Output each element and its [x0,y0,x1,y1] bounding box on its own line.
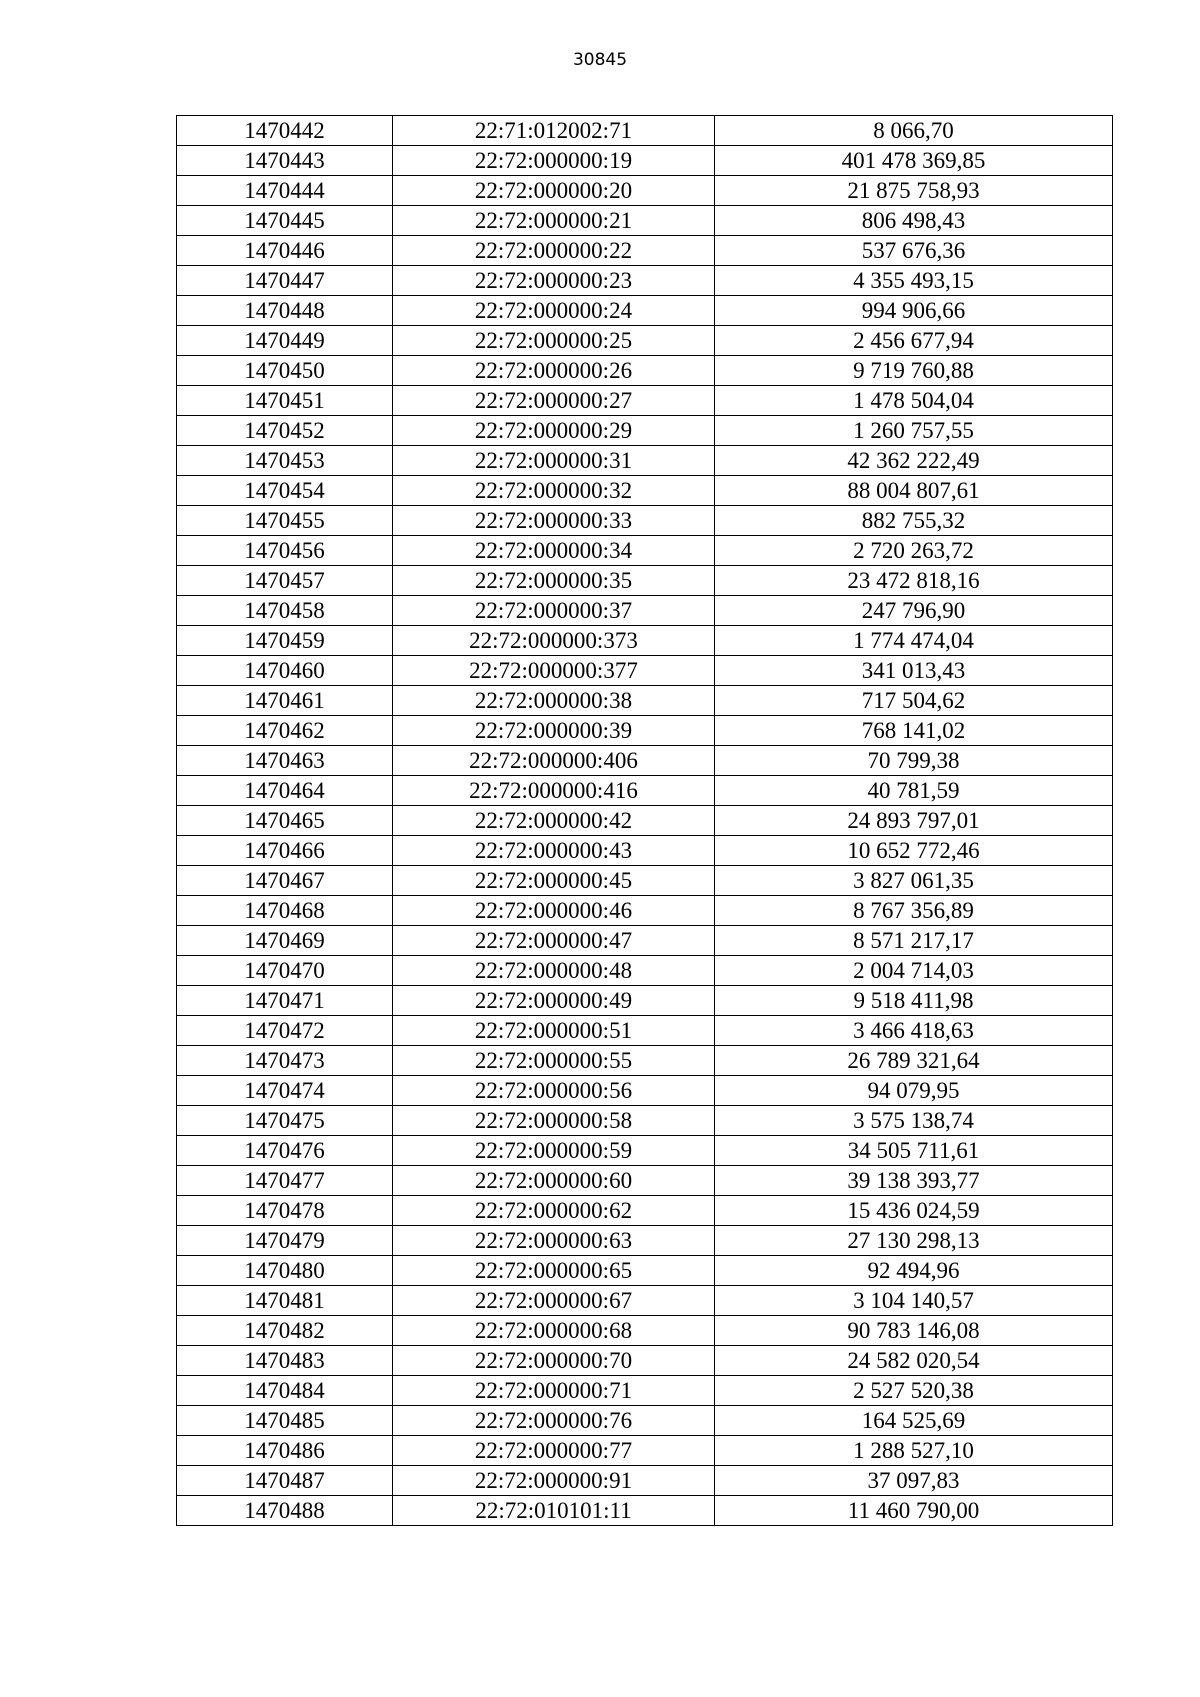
cadastral-number-cell: 22:72:000000:23 [393,266,715,296]
table-row [177,1406,1113,1436]
record-number-cell: 1470450 [177,356,393,386]
cadastral-value-cell: 21 875 758,93 [715,176,1113,206]
cadastral-value-cell: 882 755,32 [715,506,1113,536]
record-number-cell: 1470483 [177,1346,393,1376]
cadastral-number-cell: 22:72:000000:77 [393,1436,715,1466]
table-row [177,1316,1113,1346]
cadastral-value-cell: 8 066,70 [715,116,1113,146]
cadastral-number-cell: 22:72:000000:67 [393,1286,715,1316]
table-row [177,626,1113,656]
table-body [177,116,1113,1526]
table-row [177,146,1113,176]
cadastral-value-cell: 34 505 711,61 [715,1136,1113,1166]
table-row [177,296,1113,326]
cadastral-value-cell: 39 138 393,77 [715,1166,1113,1196]
record-number-cell: 1470458 [177,596,393,626]
cadastral-number-cell: 22:72:000000:58 [393,1106,715,1136]
cadastral-number-cell: 22:72:000000:35 [393,566,715,596]
record-number-cell: 1470462 [177,716,393,746]
cadastral-number-cell: 22:72:000000:34 [393,536,715,566]
table-row [177,446,1113,476]
cadastral-number-cell: 22:72:000000:71 [393,1376,715,1406]
cadastral-number-cell: 22:72:000000:49 [393,986,715,1016]
cadastral-value-cell: 1 288 527,10 [715,1436,1113,1466]
cadastral-number-cell: 22:71:012002:71 [393,116,715,146]
cadastral-number-cell: 22:72:000000:51 [393,1016,715,1046]
record-number-cell: 1470453 [177,446,393,476]
record-number-cell: 1470452 [177,416,393,446]
page-number: 30845 [572,50,628,70]
cadastral-value-cell: 247 796,90 [715,596,1113,626]
table-row [177,1346,1113,1376]
record-number-cell: 1470471 [177,986,393,1016]
table-row [177,866,1113,896]
record-number-cell: 1470488 [177,1496,393,1526]
table-row [177,836,1113,866]
cadastral-number-cell: 22:72:000000:21 [393,206,715,236]
record-number-cell: 1470474 [177,1076,393,1106]
cadastral-number-cell: 22:72:000000:48 [393,956,715,986]
record-number-cell: 1470459 [177,626,393,656]
record-number-cell: 1470445 [177,206,393,236]
cadastral-number-cell: 22:72:000000:45 [393,866,715,896]
table-row [177,776,1113,806]
cadastral-value-cell: 717 504,62 [715,686,1113,716]
cadastral-number-cell: 22:72:000000:55 [393,1046,715,1076]
cadastral-value-cell: 70 799,38 [715,746,1113,776]
cadastral-number-cell: 22:72:000000:65 [393,1256,715,1286]
table-row [177,1436,1113,1466]
table-row [177,536,1113,566]
cadastral-value-cell: 164 525,69 [715,1406,1113,1436]
cadastral-value-cell: 768 141,02 [715,716,1113,746]
record-number-cell: 1470467 [177,866,393,896]
cadastral-number-cell: 22:72:000000:60 [393,1166,715,1196]
cadastral-number-cell: 22:72:000000:24 [393,296,715,326]
record-number-cell: 1470460 [177,656,393,686]
table-row [177,236,1113,266]
cadastral-number-cell: 22:72:000000:373 [393,626,715,656]
cadastral-number-cell: 22:72:000000:68 [393,1316,715,1346]
record-number-cell: 1470480 [177,1256,393,1286]
record-number-cell: 1470443 [177,146,393,176]
record-number-cell: 1470456 [177,536,393,566]
cadastral-number-cell: 22:72:000000:25 [393,326,715,356]
table-row [177,1106,1113,1136]
cadastral-value-cell: 537 676,36 [715,236,1113,266]
cadastral-value-cell: 26 789 321,64 [715,1046,1113,1076]
cadastral-value-cell: 88 004 807,61 [715,476,1113,506]
cadastral-number-cell: 22:72:000000:76 [393,1406,715,1436]
record-number-cell: 1470476 [177,1136,393,1166]
table-row [177,1466,1113,1496]
cadastral-value-cell: 3 827 061,35 [715,866,1113,896]
table-row [177,386,1113,416]
cadastral-number-cell: 22:72:000000:39 [393,716,715,746]
table-row [177,926,1113,956]
record-number-cell: 1470466 [177,836,393,866]
table-row [177,356,1113,386]
record-number-cell: 1470454 [177,476,393,506]
table-row [177,746,1113,776]
record-number-cell: 1470463 [177,746,393,776]
record-number-cell: 1470448 [177,296,393,326]
table-row [177,596,1113,626]
table-row [177,896,1113,926]
table-row [177,176,1113,206]
cadastral-value-cell: 37 097,83 [715,1466,1113,1496]
table-row [177,1166,1113,1196]
table-row [177,1076,1113,1106]
table-row [177,1046,1113,1076]
table-row [177,1256,1113,1286]
cadastral-value-cell: 2 720 263,72 [715,536,1113,566]
cadastral-value-cell: 90 783 146,08 [715,1316,1113,1346]
table-row [177,1496,1113,1526]
cadastral-value-cell: 994 906,66 [715,296,1113,326]
cadastral-value-cell: 9 719 760,88 [715,356,1113,386]
record-number-cell: 1470473 [177,1046,393,1076]
cadastral-value-cell: 15 436 024,59 [715,1196,1113,1226]
cadastral-number-cell: 22:72:000000:56 [393,1076,715,1106]
cadastral-number-cell: 22:72:000000:416 [393,776,715,806]
cadastral-value-cell: 3 466 418,63 [715,1016,1113,1046]
cadastral-value-cell: 27 130 298,13 [715,1226,1113,1256]
record-number-cell: 1470442 [177,116,393,146]
table-row [177,506,1113,536]
cadastral-number-cell: 22:72:010101:11 [393,1496,715,1526]
cadastral-number-cell: 22:72:000000:31 [393,446,715,476]
record-number-cell: 1470477 [177,1166,393,1196]
record-number-cell: 1470472 [177,1016,393,1046]
table-row [177,686,1113,716]
record-number-cell: 1470470 [177,956,393,986]
cadastral-number-cell: 22:72:000000:29 [393,416,715,446]
cadastral-number-cell: 22:72:000000:47 [393,926,715,956]
cadastral-number-cell: 22:72:000000:62 [393,1196,715,1226]
table-row [177,416,1113,446]
record-number-cell: 1470444 [177,176,393,206]
cadastral-value-cell: 3 575 138,74 [715,1106,1113,1136]
table-row [177,1196,1113,1226]
cadastral-value-cell: 92 494,96 [715,1256,1113,1286]
cadastral-value-cell: 11 460 790,00 [715,1496,1113,1526]
cadastral-value-table [176,115,1113,1526]
cadastral-number-cell: 22:72:000000:43 [393,836,715,866]
record-number-cell: 1470482 [177,1316,393,1346]
record-number-cell: 1470487 [177,1466,393,1496]
table-row [177,1226,1113,1256]
cadastral-value-cell: 2 004 714,03 [715,956,1113,986]
cadastral-value-cell: 8 767 356,89 [715,896,1113,926]
cadastral-value-cell: 42 362 222,49 [715,446,1113,476]
cadastral-value-cell: 1 774 474,04 [715,626,1113,656]
cadastral-number-cell: 22:72:000000:32 [393,476,715,506]
record-number-cell: 1470484 [177,1376,393,1406]
cadastral-number-cell: 22:72:000000:70 [393,1346,715,1376]
cadastral-number-cell: 22:72:000000:63 [393,1226,715,1256]
record-number-cell: 1470464 [177,776,393,806]
cadastral-number-cell: 22:72:000000:19 [393,146,715,176]
cadastral-value-cell: 94 079,95 [715,1076,1113,1106]
cadastral-value-cell: 1 260 757,55 [715,416,1113,446]
table-row [177,1016,1113,1046]
record-number-cell: 1470461 [177,686,393,716]
table-row [177,1286,1113,1316]
table-row [177,566,1113,596]
table-row [177,716,1113,746]
cadastral-value-cell: 24 582 020,54 [715,1346,1113,1376]
table-row [177,476,1113,506]
cadastral-number-cell: 22:72:000000:37 [393,596,715,626]
record-number-cell: 1470479 [177,1226,393,1256]
cadastral-value-cell: 10 652 772,46 [715,836,1113,866]
cadastral-value-cell: 4 355 493,15 [715,266,1113,296]
cadastral-number-cell: 22:72:000000:38 [393,686,715,716]
table-row [177,1136,1113,1166]
table-row [177,326,1113,356]
cadastral-value-cell: 40 781,59 [715,776,1113,806]
record-number-cell: 1470481 [177,1286,393,1316]
cadastral-number-cell: 22:72:000000:27 [393,386,715,416]
table-row [177,806,1113,836]
cadastral-value-cell: 2 456 677,94 [715,326,1113,356]
cadastral-number-cell: 22:72:000000:91 [393,1466,715,1496]
record-number-cell: 1470465 [177,806,393,836]
cadastral-number-cell: 22:72:000000:20 [393,176,715,206]
record-number-cell: 1470447 [177,266,393,296]
table-row [177,956,1113,986]
table-row [177,266,1113,296]
cadastral-value-cell: 9 518 411,98 [715,986,1113,1016]
table-row [177,1376,1113,1406]
cadastral-value-cell: 341 013,43 [715,656,1113,686]
record-number-cell: 1470455 [177,506,393,536]
table-row [177,986,1113,1016]
cadastral-number-cell: 22:72:000000:59 [393,1136,715,1166]
cadastral-number-cell: 22:72:000000:22 [393,236,715,266]
cadastral-number-cell: 22:72:000000:46 [393,896,715,926]
cadastral-value-cell: 23 472 818,16 [715,566,1113,596]
cadastral-value-cell: 3 104 140,57 [715,1286,1113,1316]
table-row [177,116,1113,146]
cadastral-number-cell: 22:72:000000:42 [393,806,715,836]
cadastral-value-cell: 806 498,43 [715,206,1113,236]
record-number-cell: 1470449 [177,326,393,356]
table-row [177,656,1113,686]
cadastral-value-cell: 2 527 520,38 [715,1376,1113,1406]
cadastral-value-cell: 1 478 504,04 [715,386,1113,416]
cadastral-value-cell: 24 893 797,01 [715,806,1113,836]
record-number-cell: 1470457 [177,566,393,596]
cadastral-number-cell: 22:72:000000:33 [393,506,715,536]
record-number-cell: 1470478 [177,1196,393,1226]
record-number-cell: 1470469 [177,926,393,956]
record-number-cell: 1470468 [177,896,393,926]
record-number-cell: 1470446 [177,236,393,266]
cadastral-value-cell: 8 571 217,17 [715,926,1113,956]
cadastral-value-cell: 401 478 369,85 [715,146,1113,176]
record-number-cell: 1470451 [177,386,393,416]
record-number-cell: 1470475 [177,1106,393,1136]
cadastral-number-cell: 22:72:000000:26 [393,356,715,386]
cadastral-number-cell: 22:72:000000:406 [393,746,715,776]
record-number-cell: 1470485 [177,1406,393,1436]
record-number-cell: 1470486 [177,1436,393,1466]
table-row [177,206,1113,236]
cadastral-number-cell: 22:72:000000:377 [393,656,715,686]
